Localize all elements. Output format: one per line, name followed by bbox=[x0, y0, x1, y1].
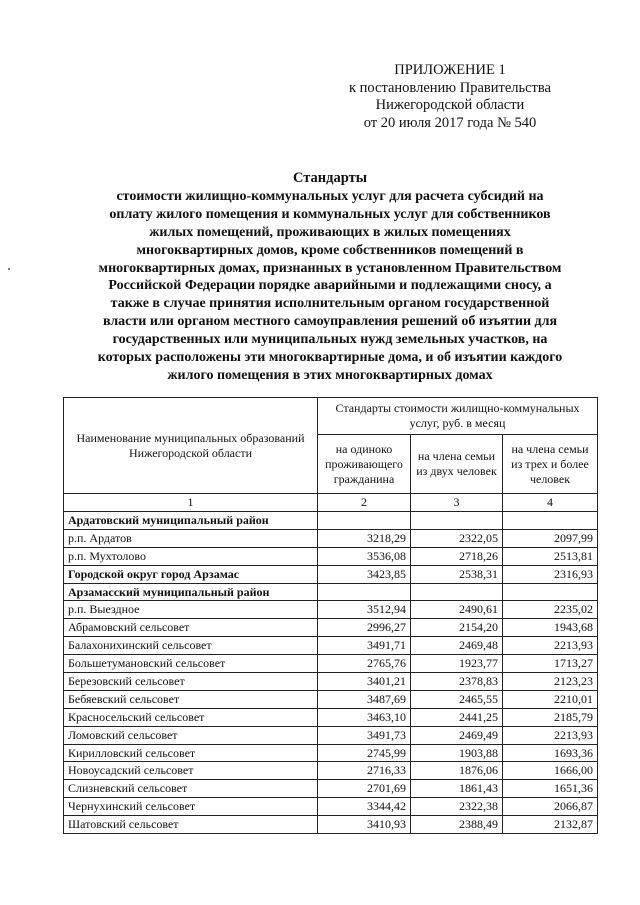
cost-two-person-family: 2718,26 bbox=[411, 547, 503, 565]
municipality-name: р.п. Ардатов bbox=[64, 529, 318, 547]
cost-two-person-family: 2465,55 bbox=[411, 690, 503, 708]
table-row bbox=[64, 708, 598, 726]
column-number-row bbox=[64, 494, 598, 512]
cost-three-plus-family: 2066,87 bbox=[503, 798, 598, 816]
appendix-title: ПРИЛОЖЕНИЕ 1 bbox=[394, 62, 506, 78]
municipality-name: Балахонихинский сельсовет bbox=[64, 637, 318, 655]
municipality-name: Большетумановский сельсовет bbox=[64, 655, 318, 673]
municipality-name: Абрамовский сельсовет bbox=[64, 619, 318, 637]
cost-single-resident: 3423,85 bbox=[318, 565, 411, 583]
column-number: 1 bbox=[64, 494, 318, 512]
cost-three-plus-family: 1651,36 bbox=[503, 780, 598, 798]
cost-single-resident bbox=[318, 583, 411, 601]
municipality-name: р.п. Мухтолово bbox=[64, 547, 318, 565]
municipality-name: Кирилловский сельсовет bbox=[64, 744, 318, 762]
cost-three-plus-family: 2213,93 bbox=[503, 637, 598, 655]
municipality-name: Городской округ город Арзамас bbox=[64, 565, 318, 583]
cost-three-plus-family: 1713,27 bbox=[503, 655, 598, 673]
standards-table bbox=[63, 397, 598, 834]
municipality-name: Арзамасский муниципальный район bbox=[64, 583, 318, 601]
cost-single-resident: 3344,42 bbox=[318, 798, 411, 816]
cost-single-resident: 3218,29 bbox=[318, 529, 411, 547]
municipality-name: Ардатовский муниципальный район bbox=[64, 512, 318, 530]
table-section-row bbox=[64, 583, 598, 601]
title-line: стоимости жилищно-коммунальных услуг для расчета субсидий на bbox=[116, 188, 544, 204]
municipality-name: Березовский сельсовет bbox=[64, 673, 318, 691]
municipality-name: Бебяевский сельсовет bbox=[64, 690, 318, 708]
cost-two-person-family: 1923,77 bbox=[411, 655, 503, 673]
table-section-row bbox=[64, 565, 598, 583]
table-row bbox=[64, 798, 598, 816]
title-line: жилых помещений, проживающих в жилых помещениях bbox=[149, 224, 511, 240]
table-row bbox=[64, 780, 598, 798]
cost-single-resident: 3410,93 bbox=[318, 816, 411, 834]
cost-three-plus-family: 2235,02 bbox=[503, 601, 598, 619]
title-line: многоквартирных домов, кроме собственников помещений в bbox=[136, 242, 524, 258]
cost-two-person-family: 2469,49 bbox=[411, 726, 503, 744]
table-section-row bbox=[64, 512, 598, 530]
municipality-name: Слизневский сельсовет bbox=[64, 780, 318, 798]
table-row bbox=[64, 726, 598, 744]
title-line: также в случае принятия исполнительным органом государственной bbox=[110, 296, 550, 312]
cost-three-plus-family: 2097,99 bbox=[503, 529, 598, 547]
title-line: которых расположены эти многоквартирные дома, и об изъятии каждого bbox=[97, 350, 563, 366]
cost-two-person-family: 2154,20 bbox=[411, 619, 503, 637]
cost-three-plus-family: 2123,23 bbox=[503, 673, 598, 691]
cost-three-plus-family: 2213,93 bbox=[503, 726, 598, 744]
cost-three-plus-family: 1693,36 bbox=[503, 744, 598, 762]
cost-two-person-family: 2322,38 bbox=[411, 798, 503, 816]
title-line: многоквартирных домах, признанных в установленном Правительством bbox=[98, 260, 562, 276]
cost-single-resident: 3491,71 bbox=[318, 637, 411, 655]
scan-speck bbox=[8, 268, 10, 270]
table-row bbox=[64, 762, 598, 780]
appendix-block bbox=[300, 62, 600, 132]
header-single-resident: на одиноко проживающего гражданина bbox=[318, 435, 411, 494]
table-row bbox=[64, 637, 598, 655]
header-municipality: Наименование муниципальных образований Нижегородской области bbox=[64, 398, 318, 494]
appendix-line: Нижегородской области bbox=[375, 97, 525, 113]
municipality-name: Новоусадский сельсовет bbox=[64, 762, 318, 780]
cost-single-resident: 3491,73 bbox=[318, 726, 411, 744]
table-row bbox=[64, 816, 598, 834]
municipality-name: Ломовский сельсовет bbox=[64, 726, 318, 744]
cost-three-plus-family: 1666,00 bbox=[503, 762, 598, 780]
column-number: 4 bbox=[503, 494, 598, 512]
cost-two-person-family bbox=[411, 583, 503, 601]
table-row bbox=[64, 529, 598, 547]
cost-single-resident: 3512,94 bbox=[318, 601, 411, 619]
cost-two-person-family: 1876,06 bbox=[411, 762, 503, 780]
municipality-name: Чернухинский сельсовет bbox=[64, 798, 318, 816]
cost-two-person-family: 1861,43 bbox=[411, 780, 503, 798]
column-number: 3 bbox=[411, 494, 503, 512]
header-three-plus-family: на члена семьи из трех и более человек bbox=[503, 435, 598, 494]
cost-two-person-family: 1903,88 bbox=[411, 744, 503, 762]
title-line: власти или органом местного самоуправления решений об изъятии для bbox=[102, 314, 558, 330]
cost-three-plus-family bbox=[503, 583, 598, 601]
cost-single-resident: 3536,08 bbox=[318, 547, 411, 565]
cost-three-plus-family: 2132,87 bbox=[503, 816, 598, 834]
appendix-date: от 20 июля 2017 года № 540 bbox=[363, 114, 537, 131]
cost-three-plus-family: 1943,68 bbox=[503, 619, 598, 637]
appendix-line: к постановлению Правительства bbox=[349, 79, 551, 96]
cost-single-resident: 2765,76 bbox=[318, 655, 411, 673]
cost-two-person-family: 2322,05 bbox=[411, 529, 503, 547]
cost-single-resident: 2716,33 bbox=[318, 762, 411, 780]
cost-three-plus-family: 2513,81 bbox=[503, 547, 598, 565]
table-row bbox=[64, 655, 598, 673]
title-line: жилого помещения в этих многоквартирных домах bbox=[167, 367, 493, 383]
cost-three-plus-family bbox=[503, 512, 598, 530]
cost-three-plus-family: 2316,93 bbox=[503, 565, 598, 583]
cost-three-plus-family: 2185,79 bbox=[503, 708, 598, 726]
municipality-name: р.п. Выездное bbox=[64, 601, 318, 619]
title-line: государственных или муниципальных нужд земельных участков, на bbox=[112, 332, 548, 348]
table-row bbox=[64, 690, 598, 708]
cost-two-person-family: 2378,83 bbox=[411, 673, 503, 691]
title-heading: Стандарты bbox=[292, 170, 368, 186]
table-row bbox=[64, 744, 598, 762]
cost-two-person-family: 2388,49 bbox=[411, 816, 503, 834]
title-line: Российской Федерации порядке аварийными и подлежащими сносу, а bbox=[108, 278, 552, 294]
header-two-person-family: на члена семьи из двух человек bbox=[411, 435, 503, 494]
table-body bbox=[64, 512, 598, 834]
cost-single-resident: 3463,10 bbox=[318, 708, 411, 726]
municipality-name: Шатовский сельсовет bbox=[64, 816, 318, 834]
cost-two-person-family: 2469,48 bbox=[411, 637, 503, 655]
document-title bbox=[60, 170, 600, 385]
title-line: оплату жилого помещения и коммунальных услуг для собственников bbox=[109, 206, 551, 222]
table-row bbox=[64, 619, 598, 637]
cost-single-resident: 2745,99 bbox=[318, 744, 411, 762]
cost-single-resident: 2996,27 bbox=[318, 619, 411, 637]
column-number: 2 bbox=[318, 494, 411, 512]
table-row bbox=[64, 601, 598, 619]
municipality-name: Красносельский сельсовет bbox=[64, 708, 318, 726]
cost-two-person-family: 2441,25 bbox=[411, 708, 503, 726]
cost-two-person-family: 2538,31 bbox=[411, 565, 503, 583]
table-row bbox=[64, 673, 598, 691]
cost-single-resident bbox=[318, 512, 411, 530]
cost-single-resident: 3487,69 bbox=[318, 690, 411, 708]
cost-single-resident: 3401,21 bbox=[318, 673, 411, 691]
cost-two-person-family bbox=[411, 512, 503, 530]
table-row bbox=[64, 547, 598, 565]
cost-two-person-family: 2490,61 bbox=[411, 601, 503, 619]
cost-three-plus-family: 2210,01 bbox=[503, 690, 598, 708]
cost-single-resident: 2701,69 bbox=[318, 780, 411, 798]
header-standards-group: Стандарты стоимости жилищно-коммунальных услуг, руб. в месяц bbox=[318, 398, 598, 435]
